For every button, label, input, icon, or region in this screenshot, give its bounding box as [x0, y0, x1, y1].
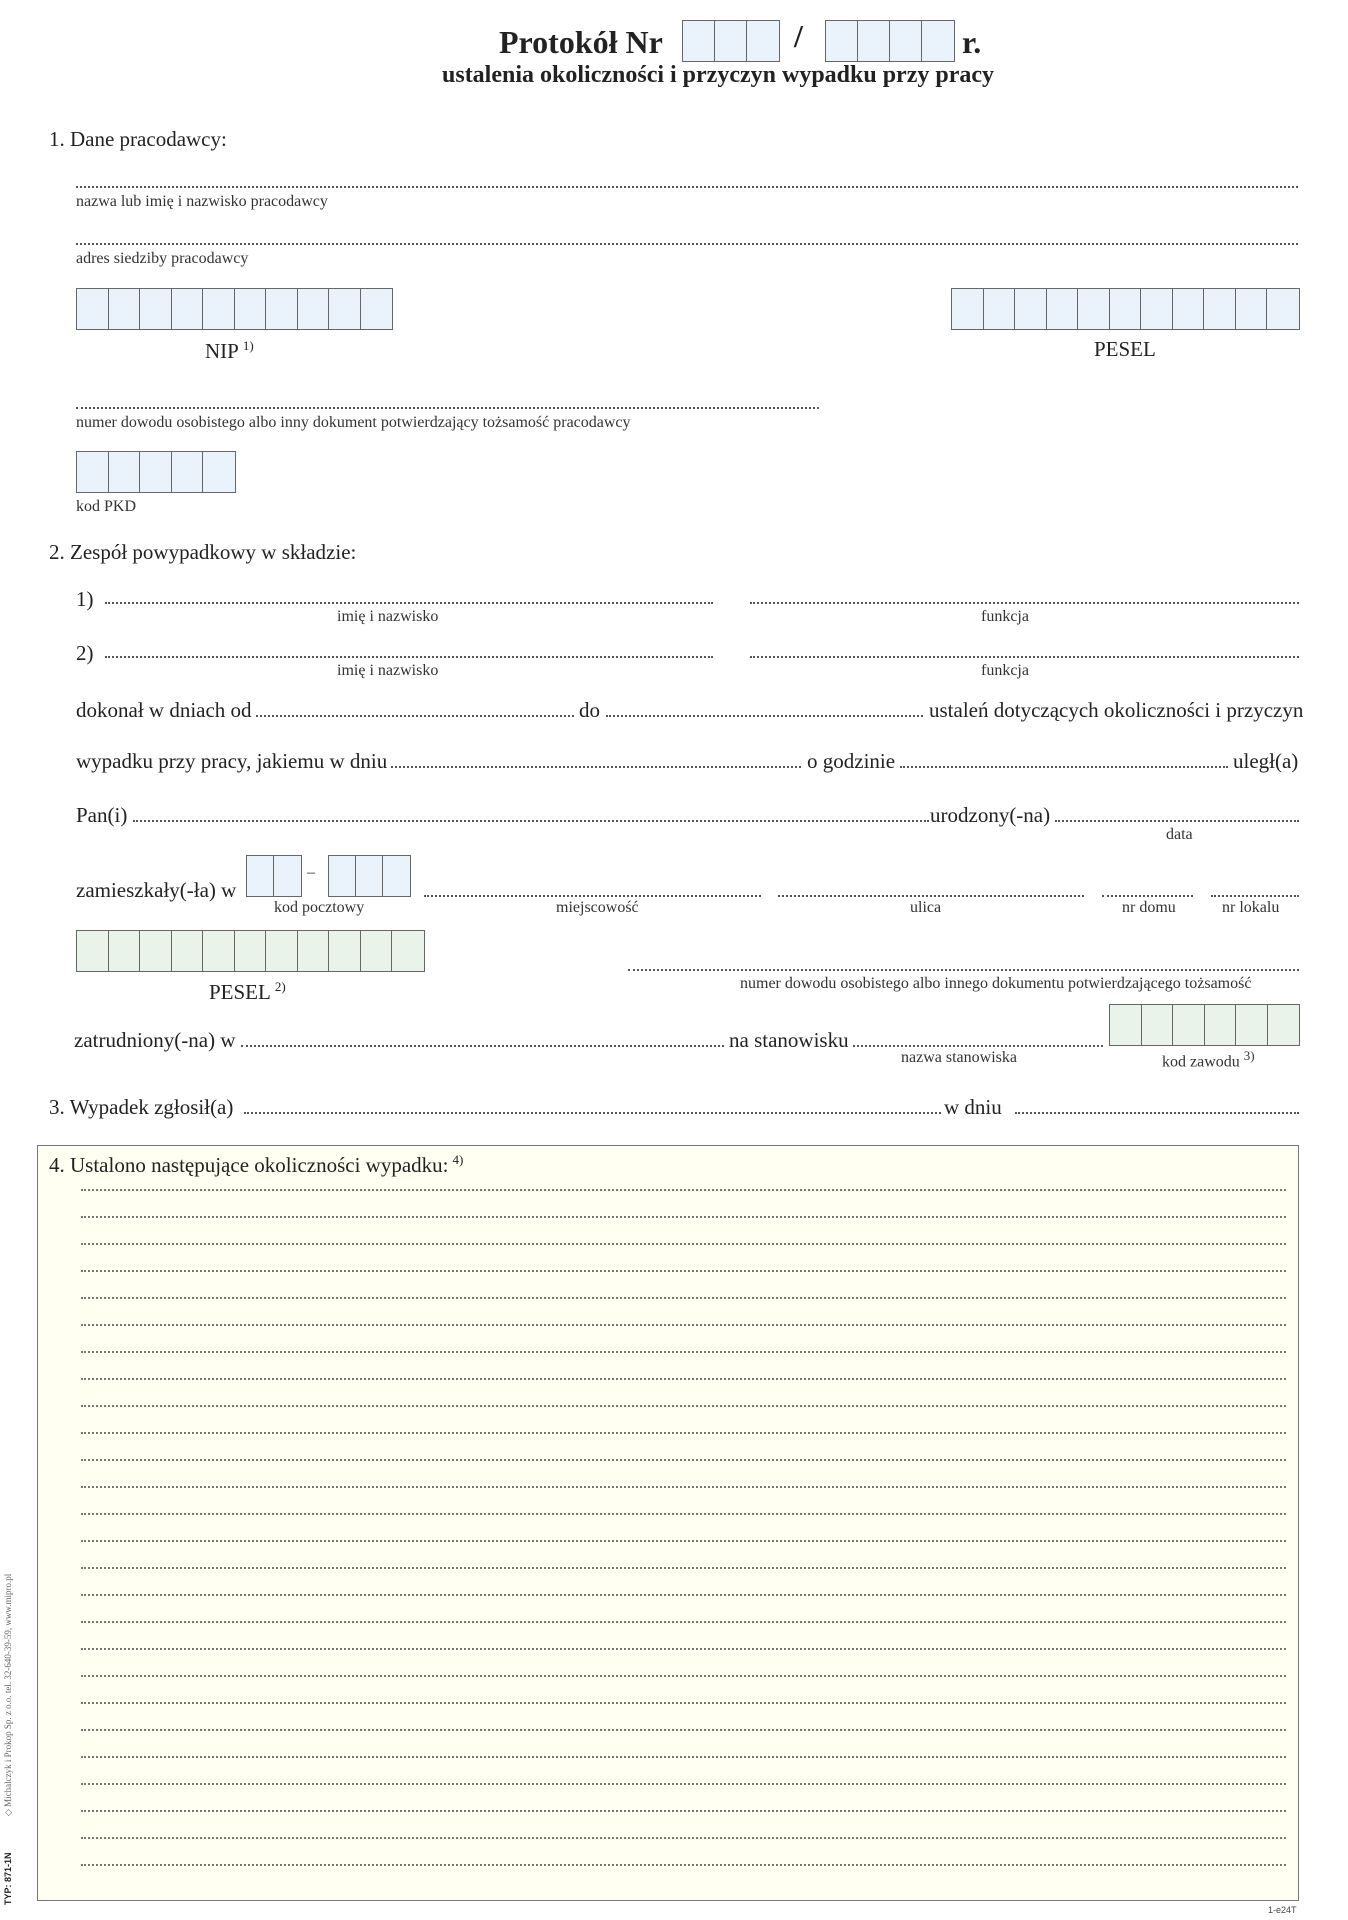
- postal-code-dash: –: [307, 864, 315, 881]
- employer-id-doc-field[interactable]: [76, 407, 819, 409]
- member-1-name-caption: imię i nazwisko: [337, 608, 439, 625]
- victim-id-field[interactable]: [628, 969, 1299, 971]
- circumstances-line[interactable]: [81, 1729, 1286, 1731]
- report-day-label: w dniu: [944, 1095, 1002, 1119]
- section-4-box: [37, 1145, 1299, 1901]
- employer-address-caption: adres siedziby pracodawcy: [76, 250, 249, 267]
- circumstances-line[interactable]: [81, 1513, 1286, 1515]
- flat-number-field[interactable]: [1211, 895, 1299, 897]
- circumstances-line[interactable]: [81, 1351, 1286, 1353]
- member-2-function-field[interactable]: [750, 656, 1299, 658]
- employer-id-doc-caption: numer dowodu osobistego albo inny dokument potwierdzający tożsamość pracodawcy: [76, 414, 631, 431]
- publisher-label: ◇ Michalczyk i Prokop Sp. z o.o. tel. 32-640-39-59, www.mipro.pl: [3, 1573, 13, 1816]
- circumstances-line[interactable]: [81, 1783, 1286, 1785]
- made-from-label: dokonał w dniach od: [76, 698, 252, 722]
- employer-pesel-label: PESEL: [1094, 337, 1156, 361]
- circumstances-line[interactable]: [81, 1837, 1286, 1839]
- victim-pesel-label: PESEL $^{2)}$: [209, 979, 286, 1004]
- house-number-caption: nr domu: [1122, 899, 1176, 916]
- circumstances-line[interactable]: [81, 1216, 1286, 1218]
- circumstances-line[interactable]: [81, 1432, 1286, 1434]
- circumstances-line[interactable]: [81, 1648, 1286, 1650]
- circumstances-line[interactable]: [81, 1270, 1286, 1272]
- resident-label: zamieszkały(-ła) w: [76, 878, 237, 902]
- nip-boxes[interactable]: [76, 288, 393, 330]
- date-from-field[interactable]: [256, 715, 574, 717]
- protocol-number-boxes[interactable]: [682, 20, 780, 62]
- at-hour-label: o godzinie: [807, 749, 896, 773]
- publisher-logo-icon: ◇: [3, 1806, 13, 1816]
- form-type-label: TYP: 871-1N: [3, 1852, 13, 1905]
- circumstances-line[interactable]: [81, 1864, 1286, 1866]
- nip-label: NIP $^{1)}$: [205, 338, 254, 363]
- report-date-field[interactable]: [1015, 1112, 1299, 1114]
- victim-id-caption: numer dowodu osobistego albo innego dokumentu potwierdzającego tożsamość: [740, 975, 1252, 992]
- employer-field[interactable]: [241, 1045, 724, 1047]
- birth-date-caption: data: [1166, 826, 1193, 843]
- member-2-name-field[interactable]: [105, 656, 713, 658]
- circumstances-line[interactable]: [81, 1405, 1286, 1407]
- form-code: 1-e24T: [1268, 1905, 1297, 1915]
- employer-pesel-boxes[interactable]: [951, 288, 1300, 330]
- circumstances-line[interactable]: [81, 1567, 1286, 1569]
- form-subtitle: ustalenia okoliczności i przyczyn wypadku przy pracy: [442, 62, 995, 88]
- circumstances-line[interactable]: [81, 1540, 1286, 1542]
- member-1-number: 1): [76, 587, 94, 611]
- street-caption: ulica: [910, 899, 942, 916]
- member-1-name-field[interactable]: [105, 602, 713, 604]
- city-caption: miejscowość: [556, 899, 639, 916]
- position-label: na stanowisku: [729, 1028, 849, 1052]
- findings-label: ustaleń dotyczących okoliczności i przyczyn: [929, 698, 1304, 722]
- section-4-heading: 4. Ustalono następujące okoliczności wypadku: $^{4)}$: [49, 1152, 464, 1177]
- victim-pesel-boxes[interactable]: [76, 930, 425, 972]
- accident-hour-field[interactable]: [900, 766, 1228, 768]
- city-field[interactable]: [424, 895, 761, 897]
- position-field[interactable]: [853, 1045, 1103, 1047]
- member-2-function-caption: funkcja: [981, 662, 1029, 679]
- victim-name-field[interactable]: [133, 820, 929, 822]
- reporter-field[interactable]: [244, 1112, 941, 1114]
- date-to-label: do: [579, 698, 600, 722]
- employer-name-field[interactable]: [76, 186, 1298, 188]
- flat-number-caption: nr lokalu: [1222, 899, 1280, 916]
- postal-code-part2-boxes[interactable]: [328, 855, 411, 897]
- circumstances-line[interactable]: [81, 1486, 1286, 1488]
- position-caption: nazwa stanowiska: [901, 1049, 1017, 1066]
- birth-date-field[interactable]: [1055, 820, 1299, 822]
- circumstances-line[interactable]: [81, 1459, 1286, 1461]
- house-number-field[interactable]: [1102, 895, 1193, 897]
- section-1-heading: 1. Dane pracodawcy:: [49, 127, 227, 151]
- protocol-year-boxes[interactable]: [825, 20, 955, 62]
- occupation-code-boxes[interactable]: [1109, 1004, 1300, 1046]
- title-suffix: r.: [962, 24, 982, 60]
- suffered-label: uległ(a): [1233, 749, 1299, 773]
- circumstances-line[interactable]: [81, 1378, 1286, 1380]
- section-3-heading: 3. Wypadek zgłosił(a): [49, 1095, 234, 1119]
- circumstances-line[interactable]: [81, 1810, 1286, 1812]
- pkd-boxes[interactable]: [76, 451, 236, 493]
- member-2-number: 2): [76, 641, 94, 665]
- pkd-caption: kod PKD: [76, 498, 137, 515]
- form-title: Protokół Nr: [499, 24, 663, 60]
- date-to-field[interactable]: [606, 715, 923, 717]
- circumstances-line[interactable]: [81, 1594, 1286, 1596]
- accident-date-field[interactable]: [391, 766, 801, 768]
- employed-label: zatrudniony(-na) w: [74, 1028, 236, 1052]
- circumstances-line[interactable]: [81, 1675, 1286, 1677]
- postal-code-caption: kod pocztowy: [274, 899, 365, 916]
- member-1-function-caption: funkcja: [981, 608, 1029, 625]
- occupation-code-caption: kod zawodu $^{3)}$: [1162, 1048, 1255, 1071]
- accident-on-label: wypadku przy pracy, jakiemu w dniu: [76, 749, 388, 773]
- member-1-function-field[interactable]: [750, 602, 1299, 604]
- circumstances-line[interactable]: [81, 1243, 1286, 1245]
- section-2-heading: 2. Zespół powypadkowy w składzie:: [49, 540, 357, 564]
- postal-code-part1-boxes[interactable]: [246, 855, 302, 897]
- circumstances-line[interactable]: [81, 1189, 1286, 1191]
- born-label: urodzony(-na): [930, 803, 1051, 827]
- circumstances-line[interactable]: [81, 1297, 1286, 1299]
- mr-mrs-label: Pan(i): [76, 803, 128, 827]
- circumstances-line[interactable]: [81, 1756, 1286, 1758]
- employer-address-field[interactable]: [76, 243, 1298, 245]
- circumstances-line[interactable]: [81, 1621, 1286, 1623]
- circumstances-line[interactable]: [81, 1324, 1286, 1326]
- circumstances-line[interactable]: [81, 1702, 1286, 1704]
- employer-name-caption: nazwa lub imię i nazwisko pracodawcy: [76, 193, 328, 210]
- title-slash: /: [794, 18, 803, 54]
- member-2-name-caption: imię i nazwisko: [337, 662, 439, 679]
- street-field[interactable]: [778, 895, 1084, 897]
